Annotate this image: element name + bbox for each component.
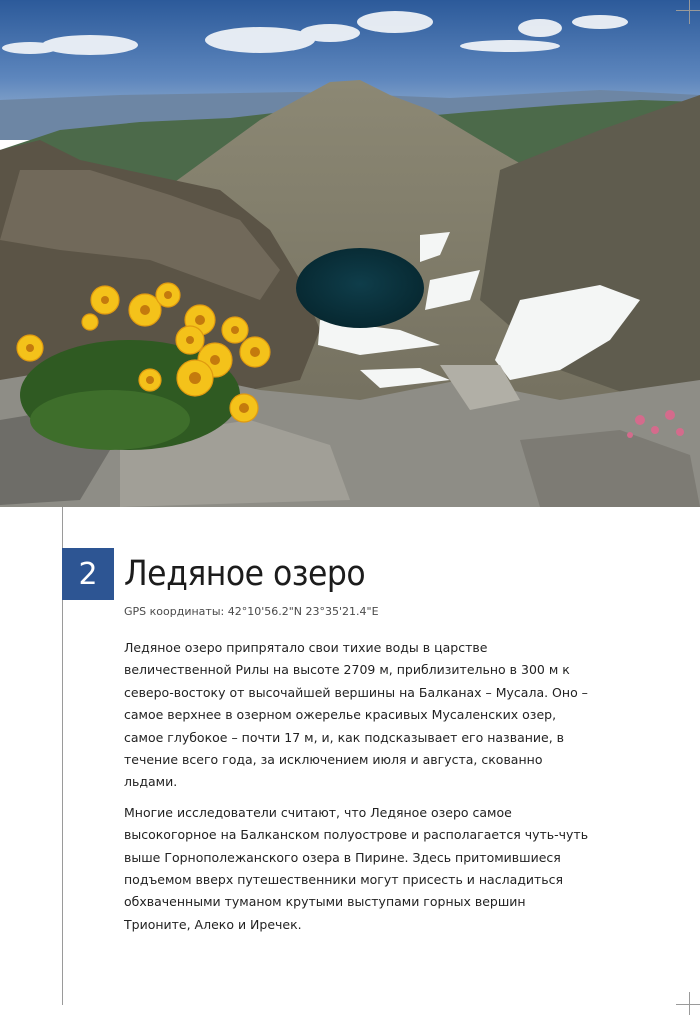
mountain-lake-photo: [0, 0, 700, 507]
article-body: [124, 637, 594, 944]
gps-coordinates: GPS координаты: 42°10'56.2"N 23°35'21.4"E: [124, 605, 379, 618]
section-number: 2: [62, 548, 114, 600]
paragraph-1: Ледяное озеро припрятало свои тихие воды в царстве величественной Рилы на высоте 2709 м, приблизительно в 300 м к северо-востоку от высочайшей вершины на Балканах – Мусала. Оно – самое верхнее в озерном ожерелье красивых Мусаленских озер, самое глубокое – почти 17 м, и, как подсказывает его название, в течение всего года, за исключением июля и августа, скованно льдами.: [124, 640, 588, 790]
section-title: Ледяное озеро: [124, 554, 366, 594]
paragraph-2: Многие исследователи считают, что Ледяное озеро самое высокогорное на Балканском полуострове и располагается чуть-чуть выше Горнополежанского озера в Пирине. Здесь притомившиеся подъемом вверх путешественники могут присесть и насладиться обхваченными туманом крутыми выступами горных вершин Трионите, Алеко и Иречек.: [124, 804, 589, 932]
crop-mark-top-right-h: [676, 10, 700, 11]
crop-mark-top-right: [689, 0, 690, 24]
section-heading: [62, 548, 365, 600]
crop-mark-bottom-right-h: [676, 1004, 700, 1005]
